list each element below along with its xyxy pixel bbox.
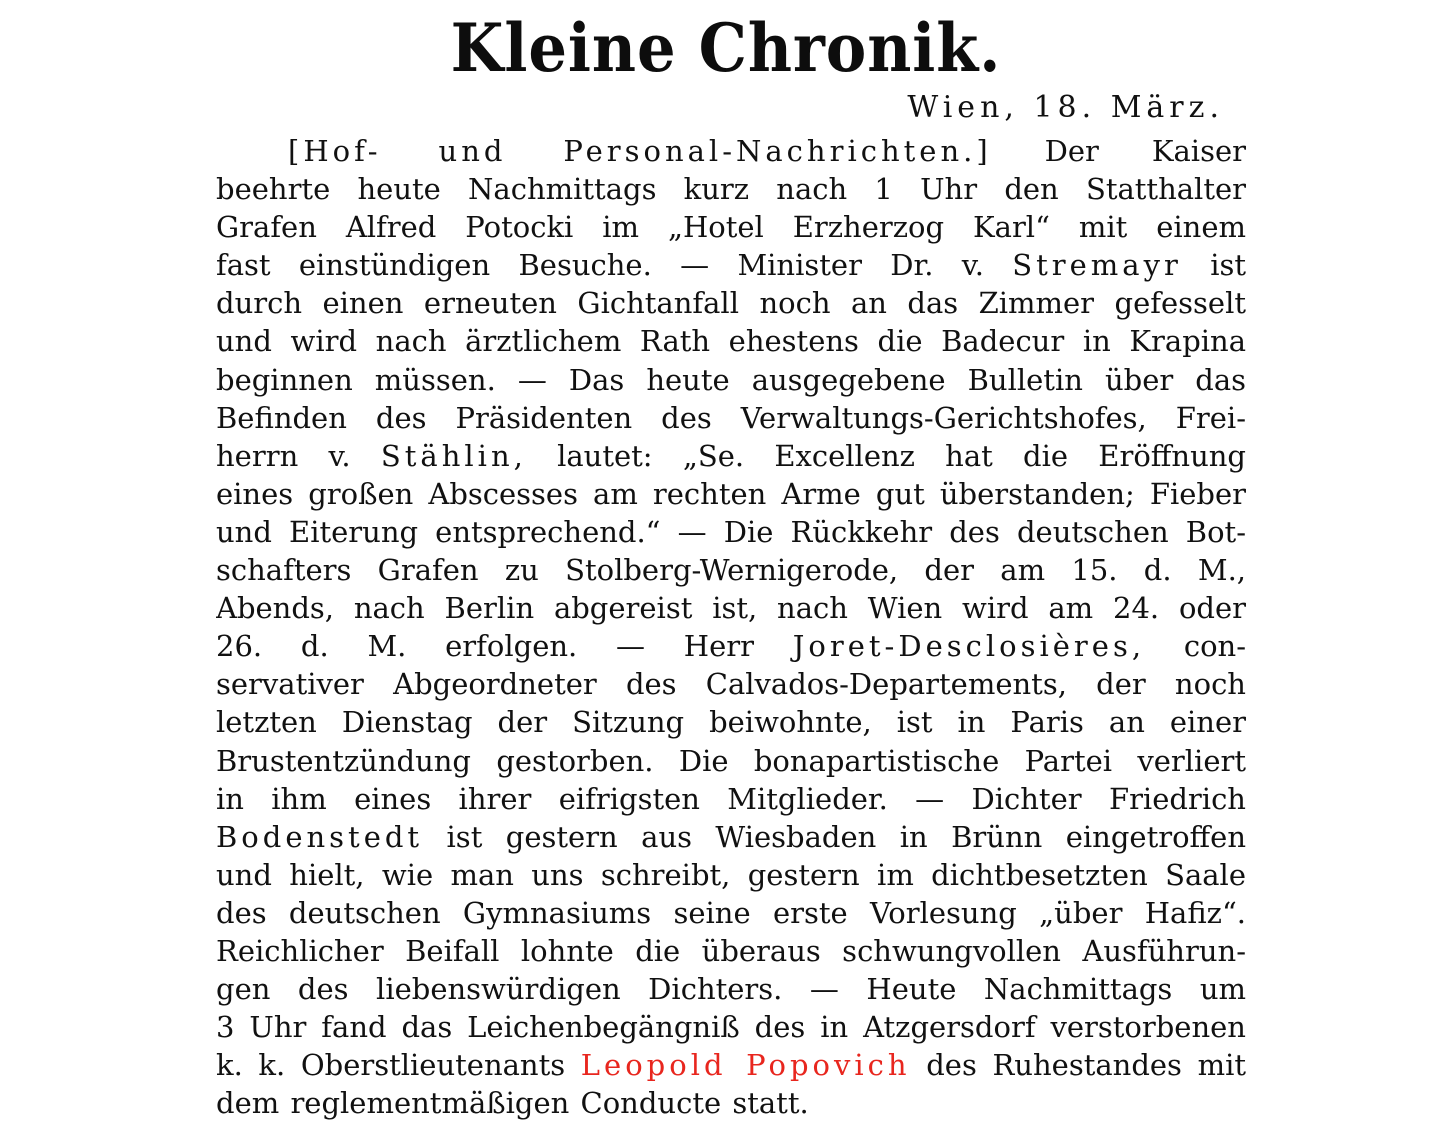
article-line: Brustentzündung gestorben. Die bonapartistische Partei verliert <box>216 743 1246 778</box>
line-text: des Ruhestandes mit <box>926 1048 1246 1083</box>
article-line: dem reglementmäßigen Conducte statt. <box>216 1086 809 1121</box>
article-line <box>216 1046 1246 1084</box>
article-line: durch einen erneuten Gichtanfall noch an das Zimmer gefesselt <box>216 286 1246 321</box>
article-line: eines großen Abscesses am rechten Arme gut überstanden; Fieber <box>216 476 1246 511</box>
article-line: beginnen müssen. — Das heute ausgegebene Bulletin über das <box>216 362 1246 397</box>
article-line: und wird nach ärztlichem Rath ehestens die Badecur in Krapina <box>216 324 1246 359</box>
article-line <box>216 132 1246 170</box>
article-line: in ihm eines ihrer eifrigsten Mitglieder. — Dichter Friedrich <box>216 781 1246 816</box>
article-line: des deutschen Gymnasiums seine erste Vorlesung „über Hafiz“. <box>216 895 1246 930</box>
article-line: 3 Uhr fand das Leichenbegängniß des in Atzgersdorf verstorbenen <box>216 1010 1246 1045</box>
article-line: und Eiterung entsprechend.“ — Die Rückkehr des deutschen Bot- <box>216 514 1246 549</box>
line-text: lautet: „Se. Excellenz hat die Eröffnung <box>557 438 1246 473</box>
person-name: Joret-Desclosières, <box>792 629 1146 664</box>
article-line: Abends, nach Berlin abgereist ist, nach Wien wird am 24. oder <box>216 591 1246 626</box>
person-name: Stählin, <box>380 438 527 473</box>
article-line <box>216 437 1246 475</box>
line-text: Der Kaiser <box>1044 134 1246 168</box>
line-text: ist gestern aus Wiesbaden in Brünn eingetroffen <box>446 819 1246 854</box>
article-line <box>216 627 1246 665</box>
article-line: Befinden des Präsidenten des Verwaltungs-Gerichtshofes, Frei- <box>216 400 1246 435</box>
article-line: gen des liebenswürdigen Dichters. — Heute Nachmittags um <box>216 972 1246 1007</box>
person-name: Stremayr <box>1012 248 1182 283</box>
line-text: fast einstündigen Besuche. — Minister Dr. v. <box>216 248 984 283</box>
headline: Kleine Chronik. <box>450 9 1002 87</box>
line-text: con- <box>1183 629 1246 664</box>
line-text: 26. d. M. erfolgen. — Herr <box>216 629 754 664</box>
article-line: beehrte heute Nachmittags kurz nach 1 Uhr den Statthalter <box>216 172 1246 207</box>
article-line: Reichlicher Beifall lohnte die überaus schwungvollen Ausführun- <box>216 933 1246 968</box>
line-text: ist <box>1210 248 1246 283</box>
line-text: herrn v. <box>216 438 351 473</box>
dateline: Wien, 18. März. <box>907 90 1224 125</box>
article-line: und hielt, wie man uns schreibt, gestern im dichtbesetzten Saale <box>216 857 1246 892</box>
article-line: letzten Dienstag der Sitzung beiwohnte, ist in Paris an einer <box>216 705 1246 740</box>
highlighted-name: Leopold Popovich <box>580 1048 911 1083</box>
article-body <box>216 132 1246 1132</box>
article-line: schafters Grafen zu Stolberg-Wernigerode, der am 15. d. M., <box>216 553 1246 588</box>
article-line: servativer Abgeordneter des Calvados-Departements, der noch <box>216 667 1246 702</box>
section-heading: [Hof- und Personal-Nachrichten.] <box>288 134 992 168</box>
article-line: Grafen Alfred Potocki im „Hotel Erzherzog Karl“ mit einem <box>216 210 1246 245</box>
article-line <box>216 818 1246 856</box>
article-line <box>216 246 1246 284</box>
person-name: Bodenstedt <box>216 819 424 854</box>
line-text: k. k. Oberstlieutenants <box>216 1048 566 1083</box>
